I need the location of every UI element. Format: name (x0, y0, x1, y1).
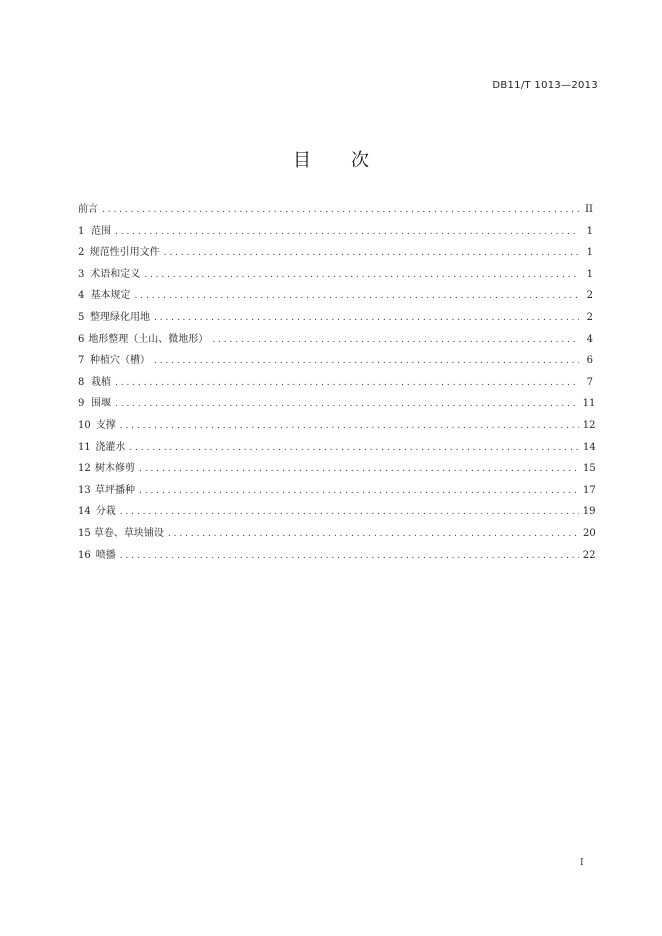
toc-entry[interactable] (78, 199, 593, 221)
toc-entry-label: 规范性引用文件 (89, 247, 160, 259)
toc-entry[interactable] (78, 523, 596, 545)
toc-entry-label: 基本规定 (90, 290, 131, 302)
toc-entry-number: 16 (78, 549, 91, 561)
toc-entry-number: 9 (78, 398, 85, 410)
toc-leader-dots (168, 524, 579, 546)
toc-entry-label: 浇灌水 (95, 441, 126, 453)
toc-leader-dots (120, 502, 579, 524)
toc-entry-number: 6 (78, 333, 85, 345)
toc-leader-dots (154, 308, 579, 330)
toc-entry-page: 1 (586, 247, 593, 259)
toc-entry[interactable] (78, 285, 593, 307)
toc-entry-label: 支撑 (95, 419, 116, 431)
toc-entry[interactable] (78, 437, 596, 459)
toc-entry[interactable] (78, 329, 593, 351)
toc-entry-page: 4 (586, 333, 593, 345)
toc-entry-page: 7 (586, 376, 593, 388)
toc-leader-dots (164, 243, 579, 265)
toc-entry-label: 树木修剪 (95, 463, 135, 475)
toc-entry[interactable] (78, 458, 596, 480)
toc-entry-number: 11 (78, 441, 91, 453)
title-part-2: 次 (351, 150, 369, 171)
toc-entry-number: 4 (78, 290, 85, 302)
toc-leader-dots (129, 438, 579, 460)
toc-entry[interactable] (78, 501, 596, 523)
toc-entry-page: II (585, 204, 593, 215)
toc-entry-label: 栽植 (91, 376, 112, 388)
standard-code: DB11/T 1013—2013 (492, 80, 598, 91)
toc-entry-number: 8 (78, 376, 85, 388)
toc-entry-label: 前言 (78, 204, 98, 215)
toc-leader-dots (102, 200, 579, 222)
toc-entry[interactable] (78, 480, 596, 502)
toc-leader-dots (154, 351, 579, 373)
toc-entry-page: 19 (582, 506, 596, 518)
toc-entry[interactable] (78, 264, 593, 286)
toc-leader-dots (144, 265, 579, 287)
toc-entry[interactable] (78, 372, 593, 394)
toc-entry-number: 1 (78, 225, 85, 237)
toc-entry[interactable] (78, 545, 596, 567)
toc-leader-dots (139, 459, 579, 481)
toc-entry-label: 喷播 (95, 549, 116, 561)
toc-leader-dots (115, 373, 579, 395)
toc-entry-number: 13 (78, 484, 91, 496)
toc-entry-label: 草坪播种 (95, 484, 135, 496)
toc-entry-label: 地形整理（土山、微地形） (88, 333, 209, 345)
toc-entry[interactable] (78, 221, 593, 243)
toc-entry-page: 2 (586, 290, 593, 302)
toc-leader-dots (120, 416, 579, 438)
toc-entry-label: 围堰 (91, 398, 112, 410)
toc-leader-dots (139, 481, 579, 503)
toc-entry-number: 15 (78, 527, 91, 539)
toc-entry-label: 整理绿化用地 (89, 311, 150, 323)
toc-entry-page: 15 (583, 463, 596, 475)
toc-leader-dots (212, 330, 579, 352)
toc-leader-dots (115, 222, 579, 244)
toc-entry-label: 范围 (91, 225, 112, 237)
toc-entry-label: 分栽 (95, 506, 116, 518)
toc-entry-label: 种植穴（槽） (89, 355, 150, 367)
toc-entry-number: 3 (78, 268, 85, 280)
toc-entry-number: 10 (78, 419, 91, 431)
toc-entry-page: 22 (582, 549, 596, 561)
toc-entry-number: 14 (78, 506, 91, 518)
toc-entry-page: 20 (583, 527, 596, 539)
toc-entry-page: 11 (582, 398, 596, 410)
toc-entry-label: 草卷、草块铺设 (93, 527, 164, 539)
toc-leader-dots (135, 286, 580, 308)
toc-entry[interactable] (78, 415, 596, 437)
toc-entry-page: 2 (586, 311, 593, 323)
toc-leader-dots (115, 394, 579, 416)
toc-entry-number: 12 (78, 463, 91, 475)
toc-entry-page: 1 (586, 268, 593, 280)
table-of-contents (78, 199, 596, 566)
toc-entry-page: 1 (586, 225, 593, 237)
toc-leader-dots (120, 546, 579, 568)
title-part-1: 目 (293, 150, 311, 171)
page-number: I (580, 858, 584, 868)
toc-entry[interactable] (78, 242, 593, 264)
toc-entry-page: 17 (583, 484, 596, 496)
toc-entry-number: 5 (78, 311, 85, 323)
toc-entry-number: 2 (78, 247, 85, 259)
toc-entry-page: 12 (582, 419, 596, 431)
toc-entry[interactable] (78, 393, 596, 415)
toc-entry[interactable] (78, 350, 593, 372)
toc-entry-number: 7 (78, 355, 85, 367)
toc-entry[interactable] (78, 307, 593, 329)
page-title (0, 146, 662, 172)
toc-entry-page: 14 (582, 441, 596, 453)
toc-entry-page: 6 (586, 355, 593, 367)
toc-entry-label: 术语和定义 (90, 268, 141, 280)
